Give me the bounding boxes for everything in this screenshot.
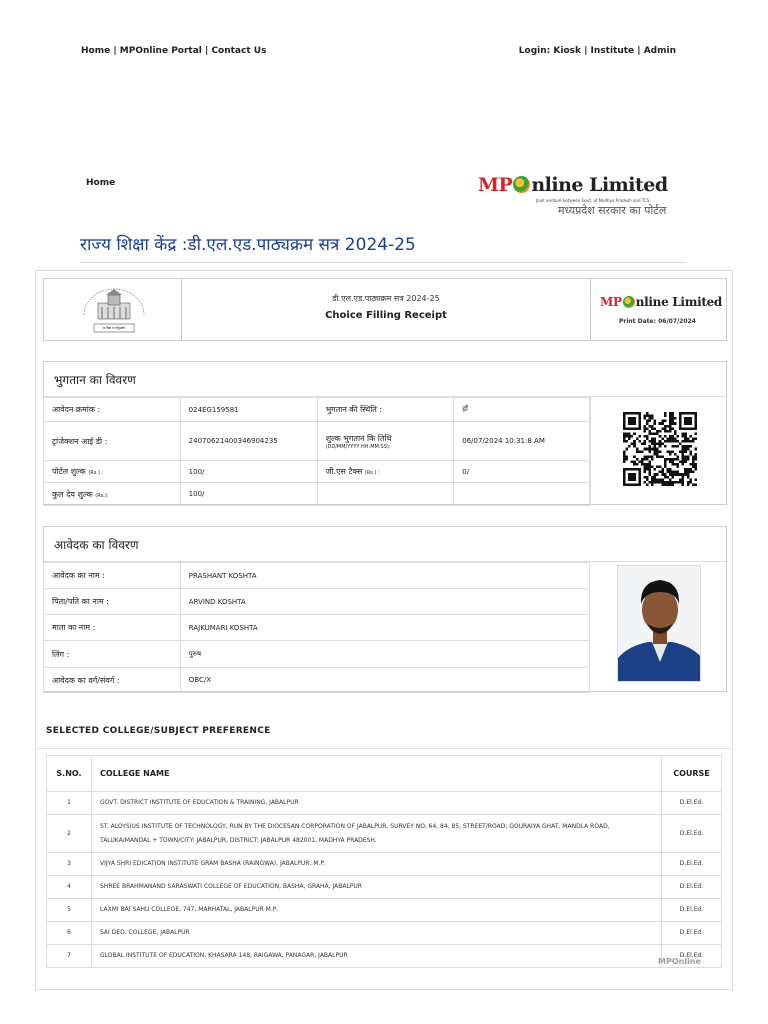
portal-fee-label: पोर्टल शुल्क (Rs.) : — [44, 461, 181, 483]
category-value: OBC/X — [180, 668, 589, 693]
transaction-id-label: ट्रांजेक्शन आई डी : — [44, 422, 181, 461]
row-college-name: GOVT. DISTRICT INSTITUTE OF EDUCATION & TRAINING, JABALPUR — [92, 792, 662, 815]
preference-table-wrapper — [46, 755, 722, 968]
row-course: D.El.Ed. — [662, 815, 722, 853]
row-serial: 5 — [47, 899, 92, 922]
mother-name-value: RAJKUMARI KOSHTA — [180, 615, 589, 641]
breadcrumb-home-link[interactable]: Home — [86, 178, 116, 188]
gst-value: 0/ — [454, 461, 590, 483]
payment-status-value: हाँ — [454, 398, 590, 422]
table-row — [47, 899, 722, 922]
brand-hindi-tagline: मध्यप्रदेश सरकार का पोर्टल — [558, 204, 667, 217]
total-fee-label: कुल देय शुल्क (Rs.): — [44, 483, 181, 506]
row-course: D.El.Ed. — [662, 876, 722, 899]
table-row — [47, 853, 722, 876]
row-serial: 4 — [47, 876, 92, 899]
table-row — [47, 945, 722, 968]
table-row — [47, 792, 722, 815]
row-course: D.El.Ed. — [662, 853, 722, 876]
table-header-row — [47, 756, 722, 792]
applicant-details-section — [43, 526, 727, 692]
top-navigation — [0, 46, 768, 60]
payment-date-value: 06/07/2024 10:31:8 AM — [454, 422, 590, 461]
row-college-name: SHREE BRAHMANAND SARASWATI COLLEGE OF EDUCATION, BASHA, GRAHA, JABALPUR — [92, 876, 662, 899]
receipt-brand-name: MP nline Limited — [600, 295, 723, 309]
table-row — [44, 422, 590, 461]
nav-separator: | — [110, 46, 120, 56]
row-serial: 7 — [47, 945, 92, 968]
row-serial: 3 — [47, 853, 92, 876]
category-label: आवेदक का वर्ग/संवर्ग : — [44, 668, 181, 693]
application-number-label: आवेदन क्रमांक : — [44, 398, 181, 422]
row-college-name: SAI DED. COLLEGE, JABALPUR — [92, 922, 662, 945]
father-name-label: पिता/पति का नाम : — [44, 589, 181, 615]
table-row — [47, 922, 722, 945]
receipt-header — [43, 278, 727, 341]
transaction-id-value: 24070621400346904235 — [180, 422, 317, 461]
row-course: D.El.Ed. — [662, 792, 722, 815]
applicant-name-value: PRASHANT KOSHTA — [180, 563, 589, 589]
table-row — [44, 589, 590, 615]
column-header-course: COURSE — [662, 756, 722, 792]
table-row — [47, 815, 722, 853]
mother-name-label: माता का नाम : — [44, 615, 181, 641]
mponline-logo — [478, 174, 688, 218]
nav-separator: | — [201, 46, 212, 56]
row-serial: 6 — [47, 922, 92, 945]
gst-label: जी.एस टैक्स (Rs.) : — [317, 461, 454, 483]
nav-admin-link[interactable]: Admin — [643, 46, 676, 56]
mponline-watermark: MPOnline — [658, 957, 701, 966]
application-number-value: 024EG159581 — [180, 398, 317, 422]
table-row — [47, 876, 722, 899]
applicant-table — [43, 562, 590, 693]
gender-label: लिंग : — [44, 641, 181, 668]
table-row — [44, 641, 590, 668]
gender-value: पुरुष — [180, 641, 589, 668]
seal-motto: स विद्या या विमुक्तये — [103, 326, 125, 330]
preference-section-title: SELECTED COLLEGE/SUBJECT PREFERENCE — [46, 726, 271, 736]
divider — [80, 262, 686, 263]
globe-icon — [513, 176, 530, 193]
applicant-section-title: आवेदक का विवरण — [44, 527, 726, 562]
nav-separator: | — [580, 46, 591, 56]
course-line: डी.एल.एड.पाठ्यक्रम सत्र 2024-25 — [332, 294, 440, 303]
column-header-sno: S.NO. — [47, 756, 92, 792]
total-fee-value: 100/ — [180, 483, 317, 506]
row-course: D.El.Ed. — [662, 899, 722, 922]
row-college-name: LAXMI BAI SAHU COLLEGE, 747, MARHATAL, JABALPUR M.P. — [92, 899, 662, 922]
nav-contact-link[interactable]: Contact Us — [211, 46, 267, 56]
payment-status-label: भुगतान की स्थिति : — [317, 398, 454, 422]
row-course: D.El.Ed. — [662, 922, 722, 945]
row-serial: 1 — [47, 792, 92, 815]
page-title: राज्य शिक्षा केंद्र :डी.एल.एड.पाठ्यक्रम सत्र 2024-25 — [80, 235, 416, 255]
globe-icon — [623, 296, 635, 308]
father-name-value: ARVIND KOSHTA — [180, 589, 589, 615]
column-header-college: COLLEGE NAME — [92, 756, 662, 792]
receipt-brand-cell — [591, 279, 728, 340]
applicant-name-label: आवेदक का नाम : — [44, 563, 181, 589]
payment-section-title: भुगतान का विवरण — [44, 362, 726, 397]
row-college-name: ST. ALOYSIUS INSTITUTE OF TECHNOLOGY, RUN BY THE DIOCESAN CORPORATION OF JABALPUR, SURVEY NO. 64, 84, 85, STREET/ROAD: GOURAIYA GHAT, MANDLA ROAD, TALUKA/MANDAL + TOWN/CITY: JABALPUR, DISTRICT: JABALPUR 482001, MADHYA PRADESH. — [92, 815, 662, 853]
payment-date-label: शुल्क भुगतान कि तिथि (DD/MM/YYYY HH:MM:SS): — [317, 422, 454, 461]
seal-cell — [44, 279, 182, 340]
brand-name: MP nline Limited — [478, 174, 668, 196]
row-serial: 2 — [47, 815, 92, 853]
table-row — [44, 563, 590, 589]
nav-login-kiosk-link[interactable]: Login: Kiosk — [518, 46, 581, 56]
payment-table — [43, 397, 590, 506]
table-row — [44, 483, 590, 506]
preference-table — [46, 755, 722, 968]
table-row — [44, 615, 590, 641]
qr-code-icon — [623, 411, 697, 487]
top-nav-left — [81, 46, 266, 56]
nav-home-link[interactable]: Home — [81, 46, 111, 56]
row-course: D.El.Ed. — [662, 945, 722, 968]
portal-fee-value: 100/ — [180, 461, 317, 483]
nav-separator: | — [634, 46, 644, 56]
person-photo-icon — [618, 566, 701, 682]
payment-details-section — [43, 361, 727, 505]
nav-portal-link[interactable]: MPOnline Portal — [119, 46, 202, 56]
row-college-name: VIJYA SHRI EDICATION INSTITUTE GRAM BASHA (RAINGWA), JABALPUR, M.P. — [92, 853, 662, 876]
receipt-container — [35, 270, 733, 990]
table-row — [44, 461, 590, 483]
qr-cell — [590, 397, 727, 505]
table-row — [44, 668, 590, 693]
print-date: Print Date: 06/07/2024 — [619, 318, 696, 325]
brand-tagline: Joint venture between Govt. of Madhya Pradesh and TCS — [536, 198, 650, 203]
table-row — [44, 398, 590, 422]
receipt-title: Choice Filling Receipt — [325, 310, 447, 321]
applicant-photo — [617, 565, 701, 682]
nav-institute-link[interactable]: Institute — [590, 46, 635, 56]
top-nav-right — [519, 46, 676, 56]
row-college-name: GLOBAL INSTITUTE OF EDUCATION, KHASARA 148, RAIGAWA, PANAGAR, JABALPUR — [92, 945, 662, 968]
receipt-title-cell — [182, 279, 591, 340]
divider — [36, 748, 732, 749]
